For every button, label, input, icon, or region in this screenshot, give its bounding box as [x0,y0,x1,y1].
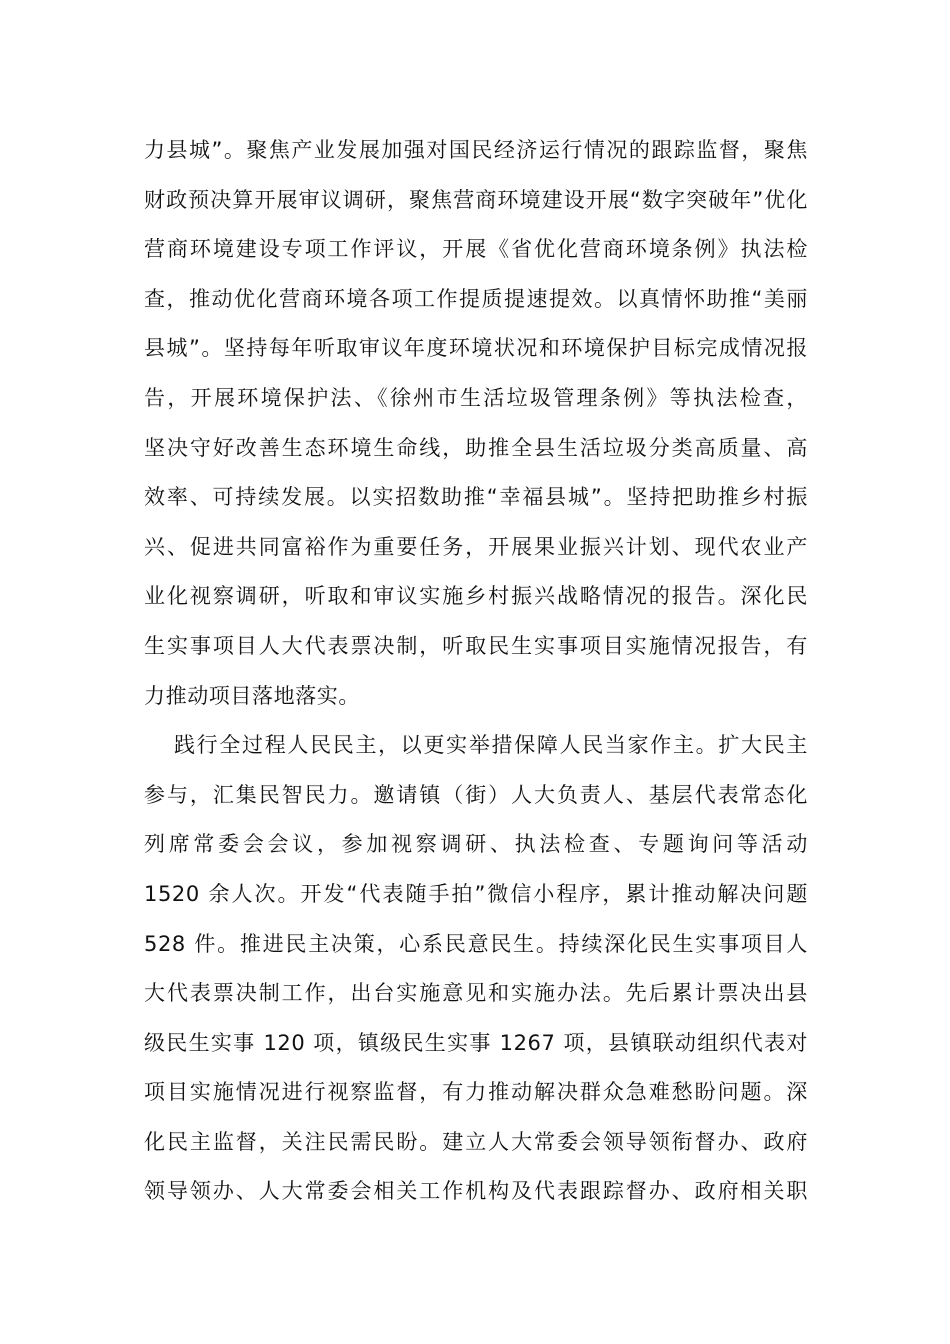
text-line: 效率、可持续发展。以实招数助推“幸福县城”。坚持把助推乡村振 [144,485,808,510]
text-line: 528 件。推进民主决策，心系民意民生。持续深化民生实事项目人 [144,931,808,956]
text-line: 告，开展环境保护法、《徐州市生活垃圾管理条例》等执法检查， [144,385,808,410]
text-line: 列席常委会会议，参加视察调研、执法检查、专题询问等活动 [144,832,808,857]
text-line: 力推动项目落地落实。 [144,683,360,708]
text-line: 生实事项目人大代表票决制，听取民生实事项目实施情况报告，有 [144,633,808,658]
paragraph-whole-process-democracy [144,721,808,1217]
text-line: 营商环境建设专项工作评议，开展《省优化营商环境条例》执法检 [144,237,808,262]
text-line: 化民主监督，关注民需民盼。建立人大常委会领导领衔督办、政府 [144,1129,808,1154]
text-line: 项目实施情况进行视察监督，有力推动解决群众急难愁盼问题。深 [144,1080,808,1105]
text-line: 力县城”。聚焦产业发展加强对国民经济运行情况的跟踪监督，聚焦 [144,138,808,162]
text-line: 财政预决算开展审议调研，聚焦营商环境建设开展“数字突破年”优化 [144,187,808,212]
text-line: 查，推动优化营商环境各项工作提质提速提效。以真情怀助推“美丽 [144,286,808,311]
text-line: 兴、促进共同富裕作为重要任务，开展果业振兴计划、现代农业产 [144,534,808,559]
text-line: 领导领办、人大常委会相关工作机构及代表跟踪督办、政府相关职 [144,1179,808,1204]
text-line: 大代表票决制工作，出台实施意见和实施办法。先后累计票决出县 [144,981,808,1006]
text-line: 县城”。坚持每年听取审议年度环境状况和环境保护目标完成情况报 [144,336,808,361]
text-line: 坚决守好改善生态环境生命线，助推全县生活垃圾分类高质量、高 [144,435,808,460]
text-line: 业化视察调研，听取和审议实施乡村振兴战略情况的报告。深化民 [144,584,808,609]
paragraph-economic-ecology [144,126,808,721]
text-line: 1520 余人次。开发“代表随手拍”微信小程序，累计推动解决问题 [144,881,808,906]
body-text [144,126,808,1217]
text-line: 践行全过程人民民主，以更实举措保障人民当家作主。扩大民主 [174,733,808,758]
text-line: 级民生实事 120 项，镇级民生实事 1267 项，县镇联动组织代表对 [144,1030,808,1055]
text-line: 参与，汇集民智民力。邀请镇（街）人大负责人、基层代表常态化 [144,782,808,807]
